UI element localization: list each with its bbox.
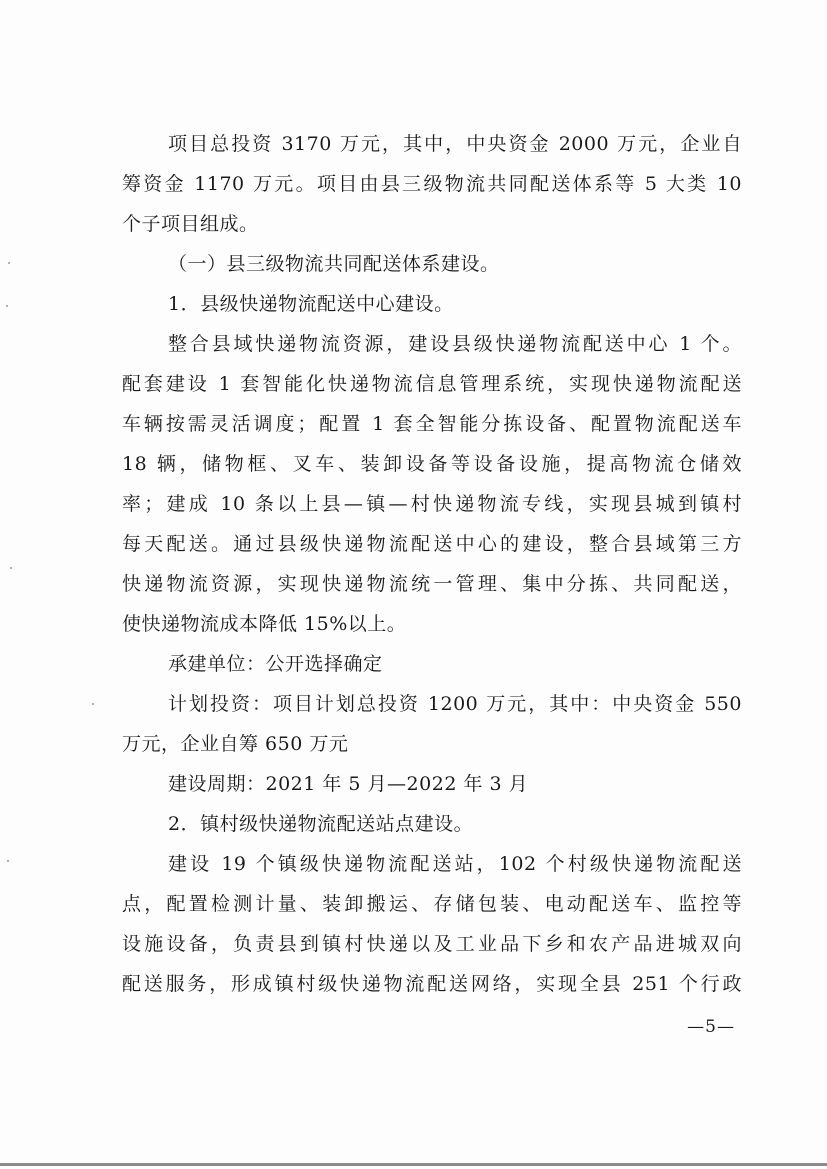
scan-speck: [6, 305, 8, 307]
text-line-9: 18 辆，储物框、叉车、装卸设备等设备设施，提高物流仓储效: [122, 453, 742, 475]
text-line-19: 建设 19 个镇级快递物流配送站，102 个村级快递物流配送: [168, 853, 742, 875]
text-line-2: 筹资金 1170 万元。项目由县三级物流共同配送体系等 5 大类 10: [122, 173, 742, 195]
investment-line-cont: 万元，企业自筹 650 万元: [122, 733, 349, 755]
investment-line: 计划投资：项目计划总投资 1200 万元，其中：中央资金 550: [168, 693, 742, 715]
period-line: 建设周期：2021 年 5 月—2022 年 3 月: [168, 773, 529, 795]
text-line-8: 车辆按需灵活调度；配置 1 套全智能分拣设备、配置物流配送车: [122, 413, 742, 435]
text-line-10: 率；建成 10 条以上县—镇—村快递物流专线，实现县城到镇村: [122, 493, 742, 515]
text-line-13: 使快递物流成本降低 15%以上。: [122, 613, 407, 635]
scan-speck: [7, 860, 9, 862]
text-line-3: 个子项目组成。: [122, 213, 259, 235]
page-number: —5—: [687, 1017, 735, 1037]
contractor-line: 承建单位：公开选择确定: [168, 653, 383, 675]
document-body: [122, 124, 742, 1004]
subsection-heading-2: 2．镇村级快递物流配送站点建设。: [168, 813, 474, 835]
scan-speck: [8, 262, 10, 264]
scan-speck: [10, 567, 12, 569]
text-line-7: 配套建设 1 套智能化快递物流信息管理系统，实现快递物流配送: [122, 373, 742, 395]
page-bottom-edge: [0, 1163, 827, 1166]
text-line-6: 整合县域快递物流资源，建设县级快递物流配送中心 1 个。: [168, 333, 742, 355]
subsection-heading-1: 1．县级快递物流配送中心建设。: [168, 293, 454, 315]
text-line-21: 设施设备，负责县到镇村快递以及工业品下乡和农产品进城双向: [122, 933, 742, 955]
text-line-1: 项目总投资 3170 万元，其中，中央资金 2000 万元，企业自: [168, 133, 742, 155]
text-line-20: 点，配置检测计量、装卸搬运、存储包装、电动配送车、监控等: [122, 893, 742, 915]
text-line-22: 配送服务，形成镇村级快递物流配送网络，实现全县 251 个行政: [122, 973, 742, 995]
section-heading-1: （一）县三级物流共同配送体系建设。: [168, 253, 500, 275]
text-line-12: 快递物流资源，实现快递物流统一管理、集中分拣、共同配送，: [122, 573, 742, 595]
text-line-11: 每天配送。通过县级快递物流配送中心的建设，整合县域第三方: [122, 533, 742, 555]
scan-speck: [92, 703, 94, 705]
